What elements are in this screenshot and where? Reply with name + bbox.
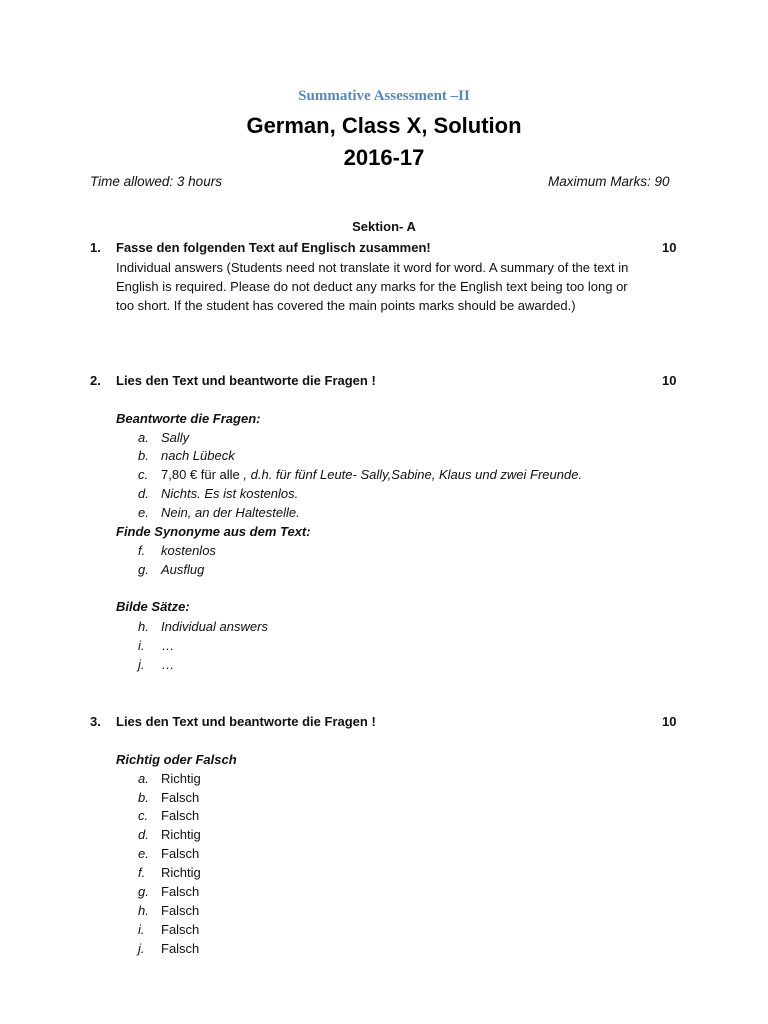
answer-3h: Falsch xyxy=(161,903,200,918)
list-letter: d. xyxy=(138,486,149,501)
answer-2c-amount: 7,80 € für alle xyxy=(161,467,240,482)
document-title: German, Class X, Solution xyxy=(246,113,522,138)
answer-2a: Sally xyxy=(161,430,190,445)
question-2-subheading-sentences: Bilde Sätze: xyxy=(116,599,190,614)
list-letter: g. xyxy=(138,562,149,577)
document-year: 2016-17 xyxy=(343,145,425,170)
list-letter: h. xyxy=(138,903,149,918)
list-letter: c. xyxy=(138,808,149,823)
question-1-prompt: Fasse den folgenden Text auf Englisch zusammen! xyxy=(116,240,431,255)
answer-2f: kostenlos xyxy=(161,543,216,558)
time-allowed: Time allowed: 3 hours xyxy=(90,174,222,189)
answer-3a: Richtig xyxy=(161,771,201,786)
answer-2j: … xyxy=(161,657,174,672)
list-letter: i. xyxy=(138,638,145,653)
list-letter: f. xyxy=(138,865,146,880)
answer-3b: Falsch xyxy=(161,790,200,805)
list-letter: f. xyxy=(138,543,146,558)
list-letter: j. xyxy=(138,941,145,956)
list-letter: e. xyxy=(138,505,149,520)
list-letter: i. xyxy=(138,922,145,937)
answer-2c xyxy=(161,467,582,482)
list-letter: d. xyxy=(138,827,149,842)
list-letter: h. xyxy=(138,619,149,634)
answer-2i: … xyxy=(161,638,174,653)
answer-2d: Nichts. Es ist kostenlos. xyxy=(161,486,299,501)
answer-3d: Richtig xyxy=(161,827,201,842)
question-2-prompt: Lies den Text und beantworte die Fragen ! xyxy=(116,373,376,388)
list-letter: e. xyxy=(138,846,149,861)
question-1-answer: Individual answers (Students need not translate it word for word. A summary of the text in English is required. Please do not deduct any marks for the English text being too long or too short. If the student has covered the main points marks should be awarded.) xyxy=(116,260,629,313)
maximum-marks: Maximum Marks: 90 xyxy=(548,174,670,189)
list-letter: b. xyxy=(138,448,149,463)
section-heading: Sektion- A xyxy=(352,219,416,234)
answer-3i: Falsch xyxy=(161,922,200,937)
question-1-marks: 10 xyxy=(662,240,677,255)
answer-2h: Individual answers xyxy=(161,619,268,634)
list-letter: c. xyxy=(138,467,149,482)
question-2-marks: 10 xyxy=(662,373,677,388)
list-letter: b. xyxy=(138,790,149,805)
question-3-subheading: Richtig oder Falsch xyxy=(116,752,237,767)
question-3-prompt: Lies den Text und beantworte die Fragen ! xyxy=(116,714,376,729)
answer-2e: Nein, an der Haltestelle. xyxy=(161,505,300,520)
answer-3j: Falsch xyxy=(161,941,200,956)
assessment-subtitle: Summative Assessment –II xyxy=(298,88,470,104)
question-2-subheading-answers: Beantworte die Fragen: xyxy=(116,411,261,426)
question-3-marks: 10 xyxy=(662,714,677,729)
question-1-number: 1. xyxy=(90,240,101,255)
list-letter: a. xyxy=(138,430,149,445)
question-2-subheading-synonyms: Finde Synonyme aus dem Text: xyxy=(116,524,311,539)
answer-2b: nach Lübeck xyxy=(161,448,235,463)
answer-3f: Richtig xyxy=(161,865,201,880)
answer-3g: Falsch xyxy=(161,884,200,899)
answer-3c: Falsch xyxy=(161,808,200,823)
list-letter: a. xyxy=(138,771,149,786)
question-2-number: 2. xyxy=(90,373,101,388)
answer-3e: Falsch xyxy=(161,846,200,861)
question-3-number: 3. xyxy=(90,714,101,729)
answer-2g: Ausflug xyxy=(161,562,205,577)
answer-2c-detail: , d.h. für fünf Leute- Sally,Sabine, Klaus und zwei Freunde. xyxy=(239,467,583,482)
list-letter: g. xyxy=(138,884,149,899)
list-letter: j. xyxy=(138,657,145,672)
